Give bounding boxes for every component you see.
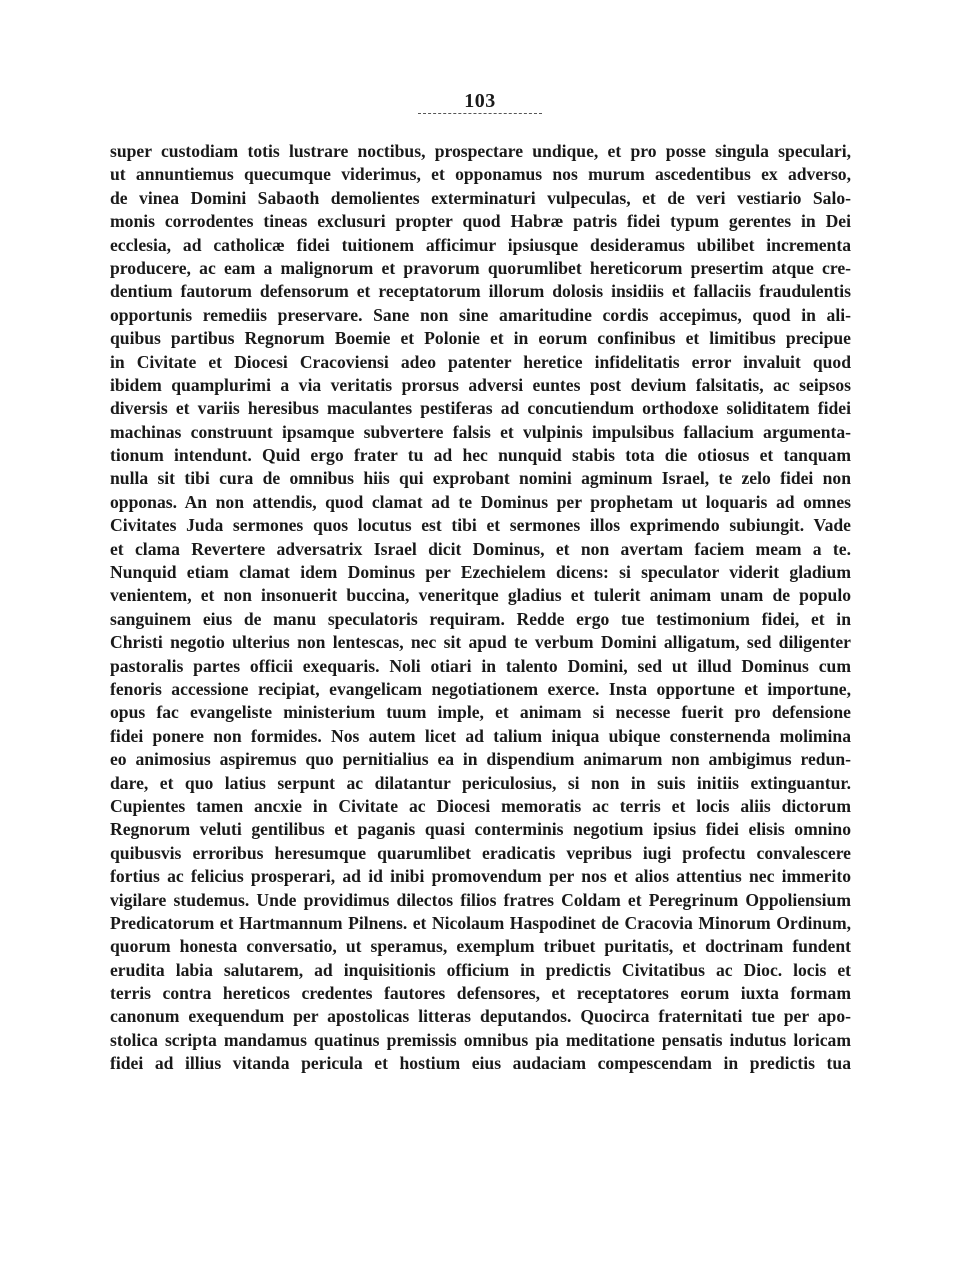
text-line: fidei ad illius vitanda pericula et hostium eius audaciam compescendam in predictis tua (110, 1053, 851, 1074)
text-line: ut annuntiemus quecumque viderimus, et opponamus nos murum ascedentibus ex adverso, (110, 164, 851, 185)
text-line: super custodiam totis lustrare noctibus, prospectare undique, et pro posse singula speculari, (110, 141, 851, 161)
text-line: producere, ac eam a malignorum et pravorum quorumlibet hereticorum presertim atque cre- (110, 257, 851, 278)
text-line: machinas construunt ipsamque subvertere falsis et vulpinis impulsibus fallacium argumenta- (110, 421, 851, 442)
text-line: Civitates Juda sermones quos locutus est tibi et sermones illos exprimendo subiungit. Vade (110, 515, 851, 536)
text-line: in Civitate et Diocesi Cracoviensi adeo patenter heretice infidelitatis error invaluit quod (110, 351, 851, 372)
text-line: opportunis remediis preservare. Sane non sine amaritudine cordis accepimus, quod in ali- (110, 304, 851, 325)
text-line: canonum exequendum per apostolicas litteras deputandos. Quocirca fraternitati tue per apo- (110, 1006, 851, 1027)
text-line: Nunquid etiam clamat idem Dominus per Ezechielem dicens: si speculator viderit gladium (110, 562, 851, 583)
text-line: ibidem quamplurimi a via veritatis prorsus adversi euntes post devium falsitatis, ac seipsos (110, 374, 851, 395)
text-line: erudita labia salutarem, ad inquisitionis officium in predictis Civitatibus ac Dioc. locis et (110, 959, 851, 980)
body-text (110, 140, 851, 1076)
text-line: quibusvis erroribus heresumque quarumlibet eradicatis vepribus iugi profectu convalescere (110, 842, 851, 863)
text-line: quibus partibus Regnorum Boemie et Polonie et in eorum confinibus et limitibus precipue (110, 328, 851, 349)
text-line: monis corrodentes tineas exclusuri propter quod Habræ patris fidei typum gerentes in Dei (110, 211, 851, 232)
text-line: de vinea Domini Sabaoth demolientes exterminaturi vulpeculas, et de veri vestiario Salo- (110, 187, 851, 208)
text-line: fenoris accessione recipiat, evangelicam negotiationem exerce. Insta opportune et importune, (110, 678, 851, 699)
text-line: venientem, et non insonuerit buccina, veneritque gladius et tulerit animam unam de populo (110, 585, 851, 606)
text-line: dare, et quo latius serpunt ac dilatantur periculosius, si non in suis initiis extinguantur. (110, 772, 851, 793)
header-rule (418, 113, 542, 114)
text-line: quorum honesta conversatio, ut speramus, exemplum tribuet puritatis, et doctrinam fundent (110, 936, 851, 957)
text-line: Cupientes tamen ancxie in Civitate ac Diocesi memoratis ac terris et locis aliis dictorum (110, 795, 851, 816)
text-line: terris contra hereticos credentes fautores defensores, et receptatores eorum iuxta formam (110, 983, 851, 1004)
text-line: ecclesia, ad catholicæ fidei tuitionem afficimur ipsiusque desideramus ubilibet incrementa (110, 234, 851, 255)
text-line: opus fac evangeliste ministerium tuum imple, et animam si necesse fuerit pro defensione (110, 702, 851, 723)
text-line: Christi negotio ulterius non lentescas, nec sit apud te verbum Domini alligatum, sed diligenter (110, 632, 851, 653)
text-line: nulla sit tibi cura de omnibus hiis qui exprobant nomini agminum Israel, te zelo fidei non (110, 468, 851, 489)
text-line: vigilare studemus. Unde providimus dilectos filios fratres Coldam et Peregrinum Oppoliensium (110, 889, 851, 910)
text-line: eo animosius aspiremus quo pernitialius ea in dispendium animarum non ambigimus redun- (110, 749, 851, 770)
page-number: 103 (464, 90, 496, 112)
text-line: et clama Revertere adversatrix Israel dicit Dominus, et non avertam faciem meam a te. (110, 538, 851, 559)
text-line: tionum intendunt. Quid ergo frater tu ad hec nunquid stabis tota die otiosus et tanquam (110, 445, 851, 466)
text-line: opponas. An non attendis, quod clamat ad te Dominus per prophetam ut loquaris ad omnes (110, 491, 851, 512)
text-line: stolica scripta mandamus quatinus premissis omnibus pia meditatione pensatis indutus loricam (110, 1029, 851, 1050)
text-line: Regnorum veluti gentilibus et paganis quasi conterminis negotium ipsius fidei elisis omnino (110, 819, 851, 840)
text-line: diversis et variis heresibus maculantes pestiferas ad concutiendum orthodoxe soliditatem fidei (110, 398, 851, 419)
text-line: dentium fautorum defensorum et receptatorum illorum dolosis insidiis et fallaciis fraudulentis (110, 281, 851, 302)
text-line: fortius ac felicius prosperari, ad id inibi promovendum per nos et alios attentius nec immerito (110, 866, 851, 887)
text-line: pastoralis partes officii exequaris. Noli otiari in talento Domini, sed ut illud Dominus cum (110, 655, 851, 676)
text-line: fidei ponere non formides. Nos autem licet ad talium iniqua ubique consternenda molimina (110, 725, 851, 746)
text-line: sanguinem eius de manu speculatoris requiram. Redde ergo tue testimonium fidei, et in (110, 608, 851, 629)
text-line: Predicatorum et Hartmannum Pilnens. et Nicolaum Haspodinet de Cracovia Minorum Ordinum, (110, 912, 851, 933)
